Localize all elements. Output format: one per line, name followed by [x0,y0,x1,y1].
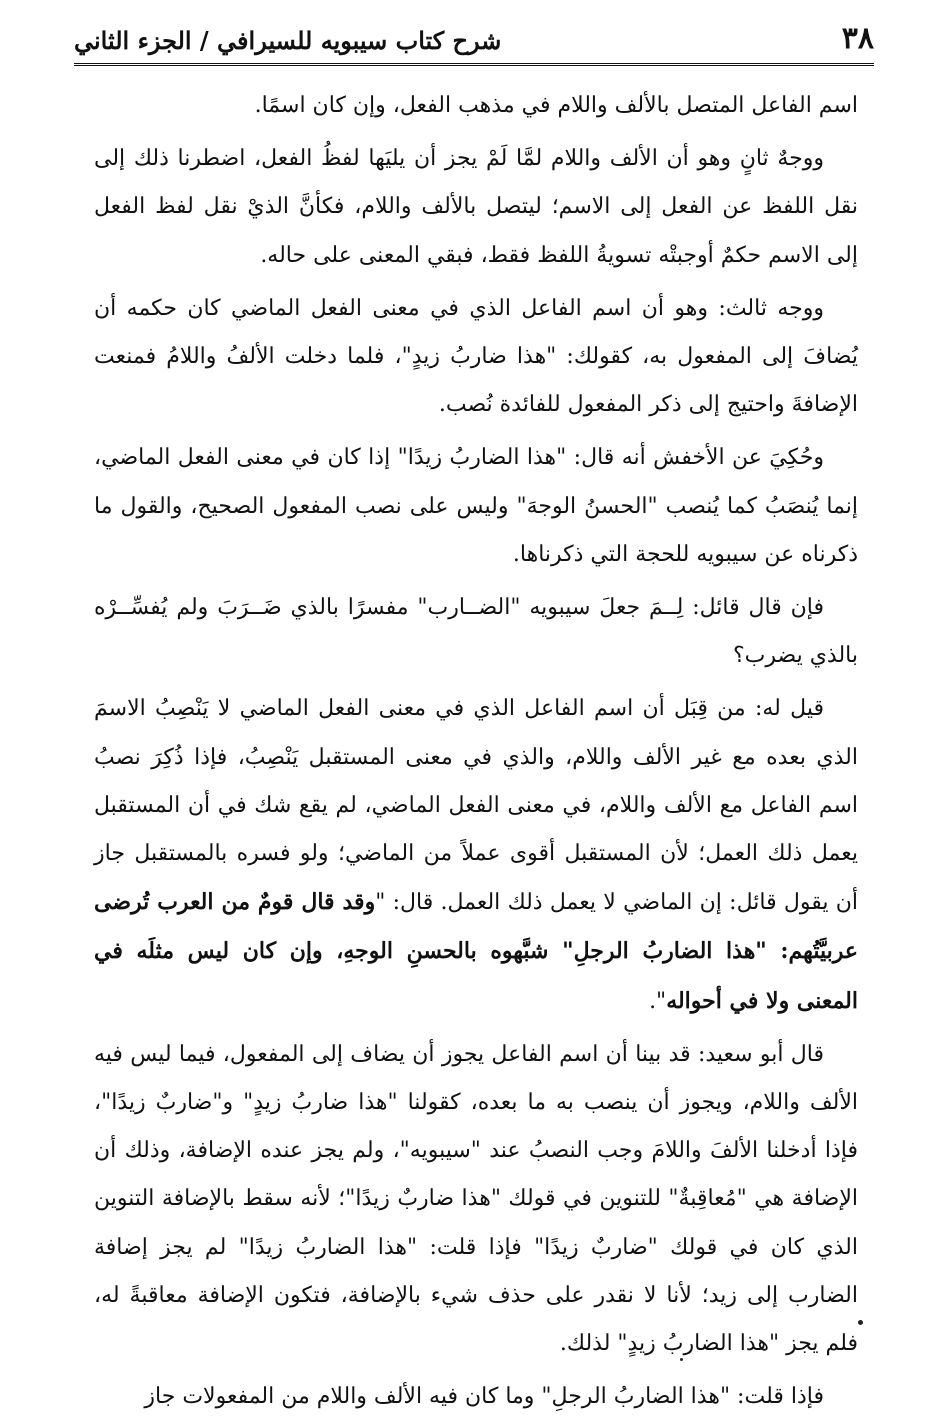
paragraph [94,1031,858,1368]
scan-speck [680,1358,683,1361]
paragraph [94,434,858,579]
scan-speck [858,1320,863,1325]
paragraph-text: اسم الفاعل المتصل بالألف واللام في مذهب الفعل، وإن كان اسمًا. [254,93,858,118]
paragraph [94,285,858,430]
running-title: شرح كتاب سيبويه للسيرافي / الجزء الثاني [74,26,502,55]
page-number: ٣٨ [841,21,874,56]
paragraph-text: قيل له: من قِبَل أن اسم الفاعل الذي في معنى الفعل الماضي لا يَنْصِبُ الاسمَ الذي بعده مع غير الألف واللام، والذي في معنى المستقبل يَنْصِبُ، فإذا ذُكِرَ نصبُ اسم الفاعل مع الألف واللام، في معنى الفعل الماضي، لم يقع شك في أن المستقبل يعمل ذلك العمل؛ لأن المستقبل أقوى عملاً من الماضي؛ ولو فسره بالمستقبل جاز أن يقول قائل: إن الماضي لا يعمل ذلك العمل. قال: " [94,696,859,916]
body-text [94,82,858,1426]
paragraph [94,685,858,1025]
paragraph [94,1373,858,1421]
paragraph-text: فإذا قلت: "هذا الضاربُ الرجلِ" وما كان فيه الألف واللام من المفعولات جاز [144,1384,824,1410]
paragraph [94,584,858,680]
paragraph-text: ". [649,988,667,1014]
paragraph-text: ووجهٌ ثانٍ وهو أن الألف واللام لمَّا لَمْ يجز أن يليَها لفظُ الفعل، اضطرنا ذلك إلى نقل اللفظ عن الفعل إلى الاسم؛ ليتصل بالألف واللام، فكأنَّ الذيْ نقل لفظ الفعل إلى الاسم حكمٌ أوجبتْه تسويةُ اللفظ فقط، فبقي المعنى على حاله. [94,146,858,268]
paragraph-text: قال أبو سعيد: قد بينا أن اسم الفاعل يجوز أن يضاف إلى المفعول، فيما ليس فيه الألف واللام، ويجوز أن ينصب به ما بعده، كقولنا "هذا ضاربُ زيدٍ" و"ضاربٌ زيدًا"، فإذا أدخلنا الألفَ واللامَ وجب النصبُ عند "سيبويه"، ولم يجز عنده الإضافة، وذلك أن الإضافة هي "مُعاقِبةٌ" للتنوين في قولك "هذا ضاربٌ زيدًا"؛ لأنه سقط بالإضافة التنوين الذي كان في قولك "ضاربٌ زيدًا" فإذا قلت: "هذا الضاربُ زيدًا" لم يجز إضافة الضارب إلى زيد؛ لأنا لا نقدر على حذف شيء بالإضافة، فتكون الإضافة معاقبةً له، فلم يجز "هذا الضاربُ زيدٍ" لذلك. [94,1041,858,1357]
paragraph [94,135,858,280]
paragraph-text: وحُكِيَ عن الأخفش أنه قال: "هذا الضاربُ زيدًا" إذا كان في معنى الفعل الماضي، إنما يُنصَبُ كما يُنصب "الحسنُ الوجهَ" وليس على نصب المفعول الصحيح، والقول ما ذكرناه عن سيبويه للحجة التي ذكرناها. [94,445,858,567]
page-header [74,22,874,66]
paragraph-text: فإن قال قائل: لِــمَ جعلَ سيبويه "الضــارب" مفسرًا بالذي ضَــرَبَ ولم يُفسِّــرْه بالذي يضرب؟ [94,595,858,669]
paragraph-text: ووجه ثالث: وهو أن اسم الفاعل الذي في معنى الفعل الماضي كان حكمه أن يُضافَ إلى المفعول به، كقولك: "هذا ضاربُ زيدٍ"، فلما دخلت الألفُ واللامُ فمنعت الإضافةَ واحتيج إلى ذكر المفعول للفائدة نُصب. [94,295,858,418]
paragraph [94,82,858,130]
header-divider [74,63,874,66]
quoted-bold-text: وقد قال قومٌ من العرب تُرضى عربيَّتُهم: "هذا الضاربُ الرجلِ" شبَّهوه بالحسنِ الوجهِ، وإن كان ليس مثلَه في المعنى ولا في أحواله [94,889,858,1014]
